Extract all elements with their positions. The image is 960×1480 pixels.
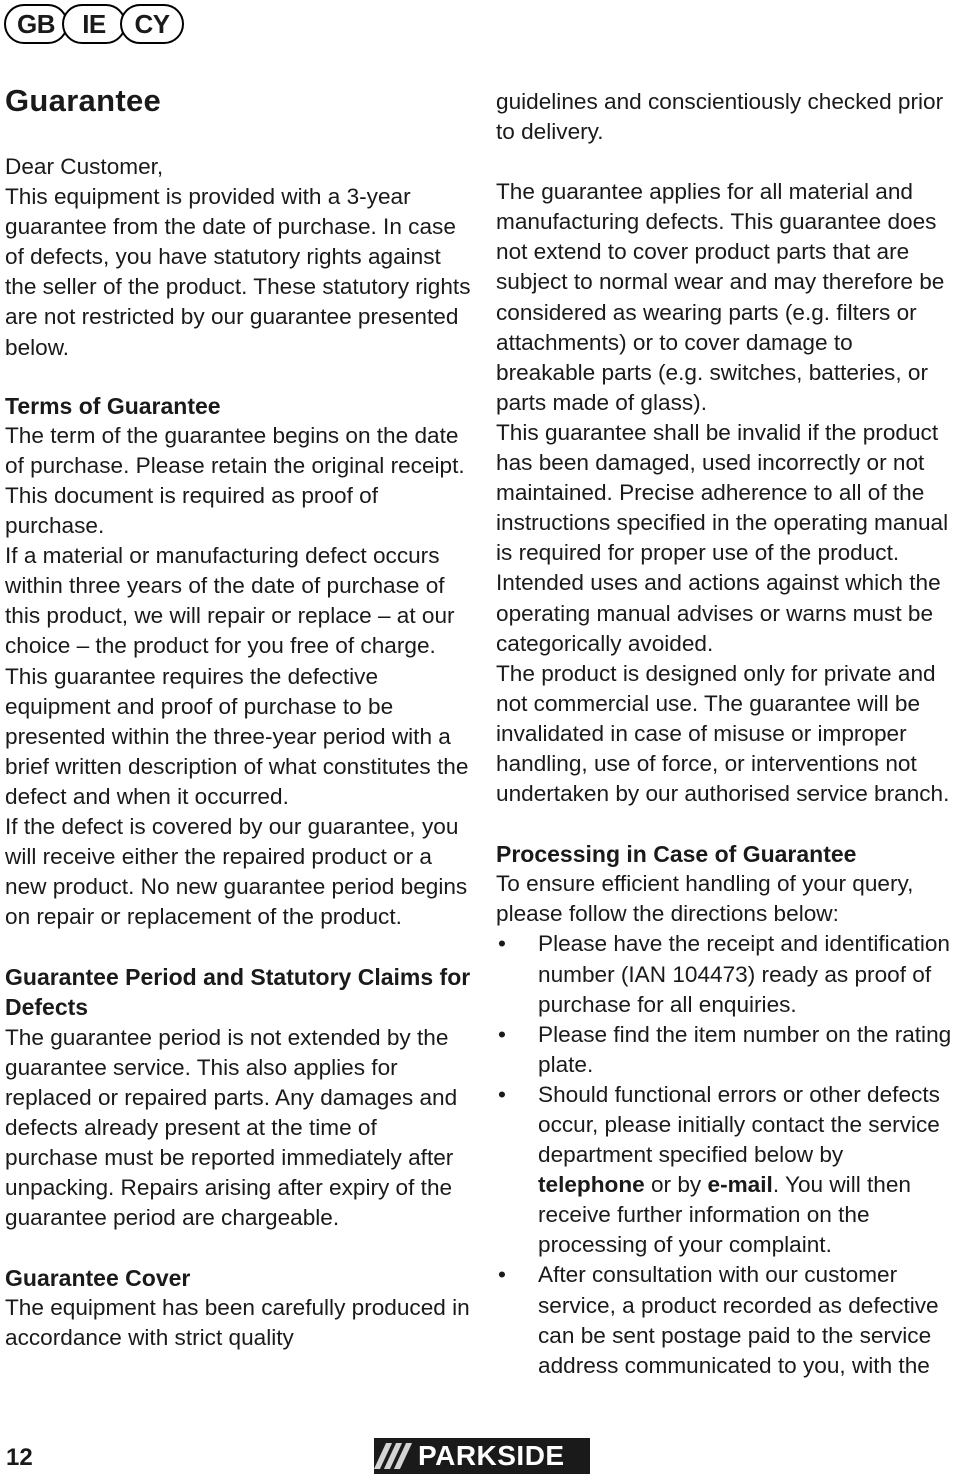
cover-paragraph-1: The equipment has been carefully produced in accordance with strict quality <box>5 1295 470 1351</box>
language-badge-gb: GB <box>4 4 68 44</box>
terms-heading: Terms of Guarantee <box>5 392 221 419</box>
list-item-text-a: Should functional errors or other defects occur, please initially contact the service department specified below by <box>538 1081 940 1168</box>
page-title: Guarantee <box>5 83 162 118</box>
list-item <box>496 1080 956 1261</box>
period-paragraph: The guarantee period is not extended by the guarantee service. This also applies for replaced or repaired parts. Any damages and defects already present at the time of purchase must be reported immediately after unpacking. Repairs arising after expiry of the guarantee period are chargeable. <box>5 1024 458 1231</box>
list-item-text-b: or by <box>644 1172 708 1198</box>
language-badges <box>4 4 178 44</box>
bullet-icon: • <box>498 1262 506 1288</box>
bullet-icon: • <box>498 1081 506 1107</box>
cover-heading: Guarantee Cover <box>5 1265 191 1292</box>
list-item-text: After consultation with our customer service, a product recorded as defective can be sent postage paid to the service address communicated to you, with the <box>538 1262 939 1378</box>
cover-paragraph-4: The product is designed only for private and not commercial use. The guarantee will be invalidated in case of misuse or improper handling, use of force, or interventions not undertaken by our authorised service branch. <box>496 660 950 807</box>
email-emphasis: e-mail <box>707 1172 773 1198</box>
terms-paragraph-3: If the defect is covered by our guarantee, you will receive either the repaired product or a new product. No new guarantee period begins on repair or replacement of the product. <box>5 813 468 930</box>
language-badge-ie: IE <box>62 4 126 44</box>
list-item <box>496 1260 956 1380</box>
parkside-logo <box>374 1438 590 1474</box>
list-item-text-c: . You will then receive further information on the processing of your complaint. <box>538 1172 911 1258</box>
processing-intro: To ensure efficient handling of your query, please follow the directions below: <box>496 871 914 927</box>
list-item <box>496 1020 956 1080</box>
triple-slash-logo-icon <box>380 1443 410 1469</box>
terms-paragraph-2: If a material or manufacturing defect occurs within three years of the date of purchase of this product, we will repair or replace – at our choice – the product for you free of charge. This guarantee requires the defective equipment and proof of purchase to be presented within the three-year period with a brief written description of what constitutes the defect and when it occurred. <box>5 543 469 809</box>
processing-list <box>496 929 956 1380</box>
intro-paragraph: Dear Customer, This equipment is provided with a 3-year guarantee from the date of purchase. In case of defects, you have statutory rights against the seller of the product. These statutory rights are not restricted by our guarantee presented below. <box>5 154 471 360</box>
list-item-text: Please have the receipt and identification number (IAN 104473) ready as proof of purchase for all enquiries. <box>538 931 950 1017</box>
period-heading: Guarantee Period and Statutory Claims for Defects <box>5 964 471 1021</box>
terms-paragraph-1: The term of the guarantee begins on the date of purchase. Please retain the original receipt. This document is required as proof of purchase. <box>5 422 465 539</box>
right-column <box>496 87 956 1381</box>
language-badge-cy: CY <box>120 4 184 44</box>
bullet-icon: • <box>498 931 506 957</box>
cover-paragraph-3: This guarantee shall be invalid if the product has been damaged, used incorrectly or not maintained. Precise adherence to all of the instructions specified in the operating manual is required for proper use of the product. Intended uses and actions against which the operating manual advises or warns must be categorically avoided. <box>496 419 949 656</box>
brand-name: PARKSIDE <box>418 1440 565 1471</box>
cover-paragraph-continued: guidelines and conscientiously checked prior to delivery. <box>496 89 944 145</box>
processing-heading: Processing in Case of Guarantee <box>496 841 857 868</box>
bullet-icon: • <box>498 1021 506 1047</box>
telephone-emphasis: telephone <box>538 1172 645 1198</box>
list-item <box>496 929 956 1019</box>
list-item-text: Please find the item number on the rating plate. <box>538 1021 952 1077</box>
page-number: 12 <box>6 1444 33 1471</box>
left-column <box>5 84 475 1353</box>
cover-paragraph-2: The guarantee applies for all material and manufacturing defects. This guarantee does not extend to cover product parts that are subject to normal wear and may therefore be considered as wearing parts (e.g. filters or attachments) or to cover damage to breakable parts (e.g. switches, batteries, or parts made of glass). <box>496 179 945 415</box>
